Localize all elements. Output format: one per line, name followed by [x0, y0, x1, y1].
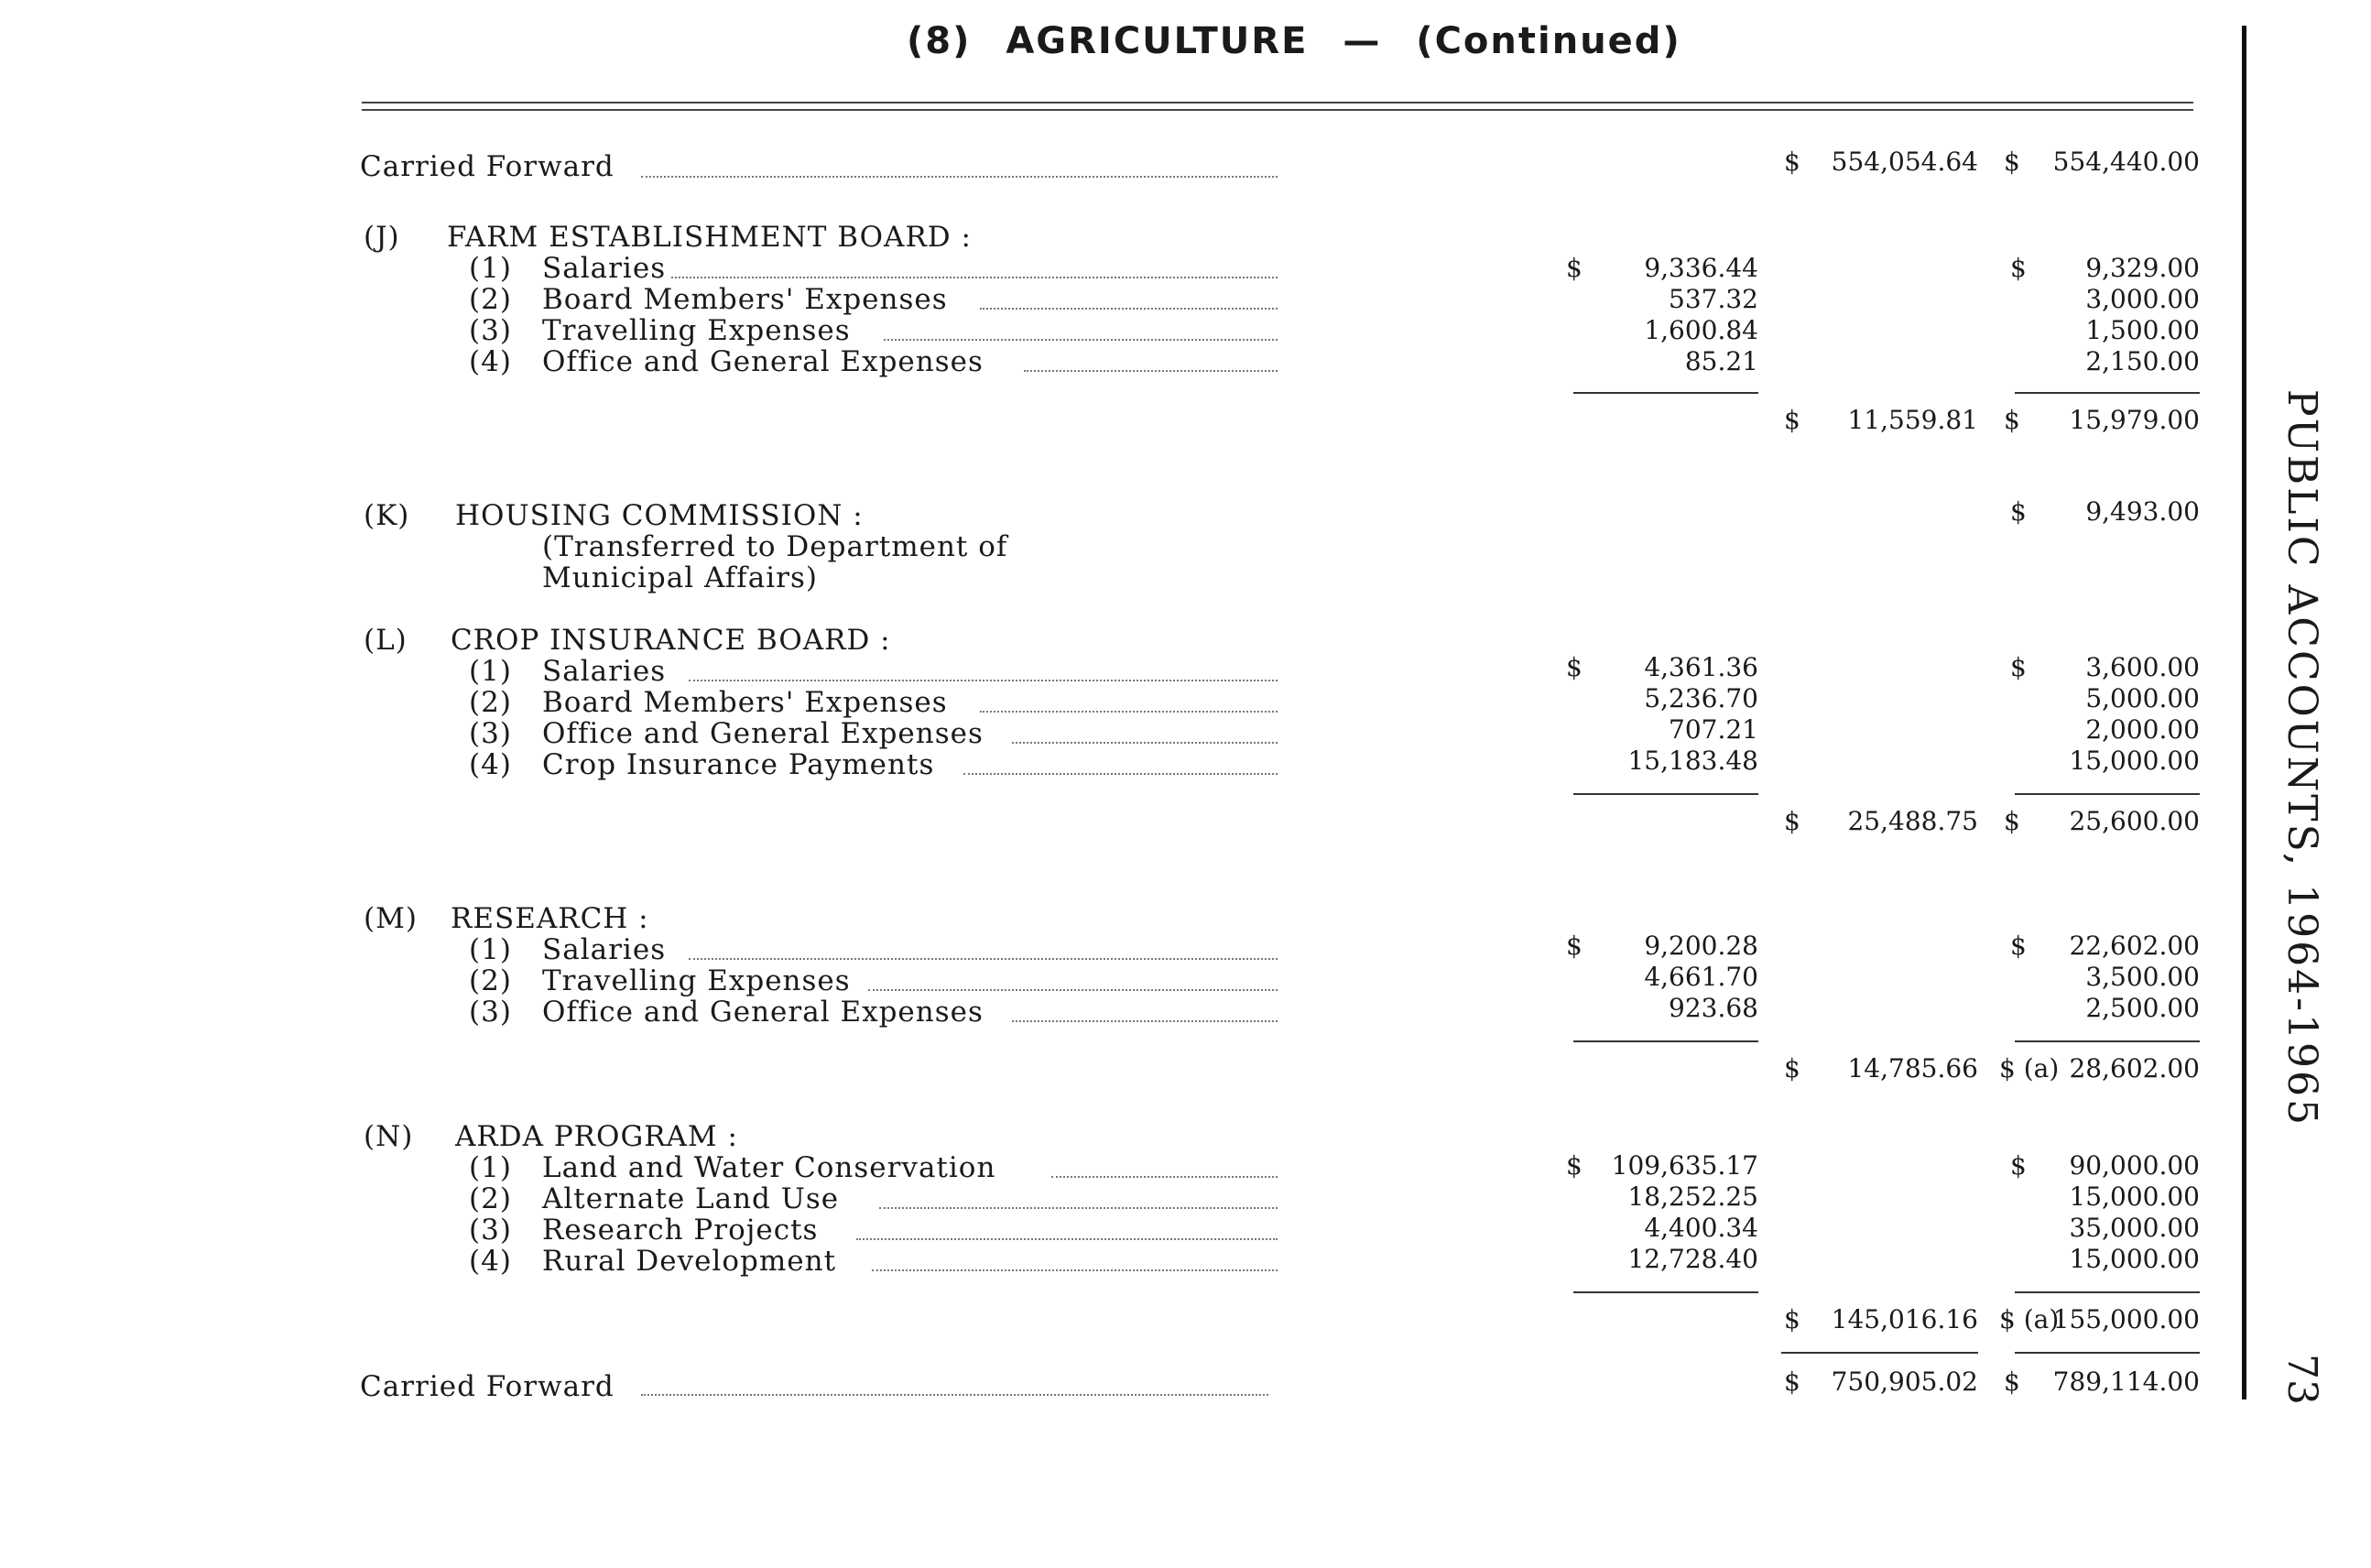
item-number: (2) — [469, 1182, 512, 1215]
item-label: Board Members' Expenses — [542, 283, 948, 316]
item-amount: 923.68 — [1669, 993, 1758, 1023]
item-label: Office and General Expenses — [542, 345, 984, 378]
leader-dots — [856, 1238, 1278, 1240]
section-total: 11,559.81 — [1847, 405, 1978, 435]
item-number: (2) — [469, 964, 512, 997]
currency-sign: $ — [1784, 806, 1800, 836]
item-amount: 85.21 — [1684, 346, 1758, 376]
subtotal-rule — [2015, 1291, 2200, 1293]
carried-forward-estimate: 789,114.00 — [2052, 1367, 2200, 1397]
header-rule-bottom — [362, 109, 2193, 111]
currency-sign: $ — [1784, 1304, 1800, 1334]
total-rule — [1781, 1352, 1978, 1354]
carried-forward-estimate: 554,440.00 — [2052, 147, 2200, 177]
section-letter: (J) — [364, 221, 400, 254]
leader-dots — [980, 308, 1278, 310]
item-amount: 707.21 — [1669, 714, 1758, 745]
section-heading: FARM ESTABLISHMENT BOARD : — [447, 221, 972, 254]
section-total-estimate: 25,600.00 — [2069, 806, 2200, 836]
item-estimate: 35,000.00 — [2069, 1213, 2200, 1243]
section-note: (Transferred to Department of — [542, 530, 1008, 563]
item-number: (1) — [469, 252, 512, 285]
item-amount: 109,635.17 — [1611, 1150, 1758, 1181]
item-label: Office and General Expenses — [542, 717, 984, 750]
header-dash: — — [1343, 20, 1382, 62]
section-letter: (M) — [364, 902, 418, 935]
margin-rule — [2242, 26, 2246, 1399]
leader-dots — [641, 176, 1278, 178]
section-estimate: 9,493.00 — [2085, 496, 2200, 527]
section-heading: CROP INSURANCE BOARD : — [451, 624, 891, 657]
section-number: (8) — [907, 20, 972, 62]
carried-forward-label: Carried Forward — [360, 1370, 615, 1403]
item-amount: 15,183.48 — [1627, 746, 1758, 776]
leader-dots — [671, 277, 1278, 278]
item-estimate: 3,000.00 — [2085, 284, 2200, 314]
currency-sign: $ — [1784, 405, 1800, 435]
item-label: Salaries — [542, 933, 667, 966]
item-number: (1) — [469, 933, 512, 966]
currency-sign: $ — [1566, 652, 1582, 682]
currency-sign: $ — [1784, 1367, 1800, 1397]
item-estimate: 15,000.00 — [2069, 746, 2200, 776]
item-number: (2) — [469, 686, 512, 719]
subtotal-rule — [1573, 1040, 1758, 1042]
section-total: 14,785.66 — [1847, 1053, 1978, 1083]
item-amount: 9,336.44 — [1644, 253, 1758, 283]
section-total-estimate: 15,979.00 — [2069, 405, 2200, 435]
currency-sign: $ — [2010, 1150, 2027, 1181]
carried-forward-total: 554,054.64 — [1831, 147, 1978, 177]
item-number: (3) — [469, 996, 512, 1029]
item-estimate: 3,500.00 — [2085, 962, 2200, 992]
item-estimate: 1,500.00 — [2085, 315, 2200, 345]
item-amount: 12,728.40 — [1627, 1244, 1758, 1274]
page-header — [907, 20, 1685, 62]
currency-sign: $ — [1566, 931, 1582, 961]
item-amount: 4,361.36 — [1644, 652, 1758, 682]
leader-dots — [1012, 1020, 1278, 1022]
subtotal-rule — [1573, 793, 1758, 795]
item-estimate: 15,000.00 — [2069, 1244, 2200, 1274]
header-rule-top — [362, 102, 2193, 103]
item-estimate: 2,150.00 — [2085, 346, 2200, 376]
item-estimate: 3,600.00 — [2085, 652, 2200, 682]
item-amount: 5,236.70 — [1644, 683, 1758, 713]
item-number: (4) — [469, 1245, 512, 1278]
continued-label: (Continued) — [1416, 20, 1681, 62]
page-number: 73 — [2279, 1354, 2325, 1405]
section-total-estimate: 155,000.00 — [2052, 1304, 2200, 1334]
currency-sign: $ — [1784, 147, 1800, 177]
item-amount: 4,400.34 — [1644, 1213, 1758, 1243]
section-heading: HOUSING COMMISSION : — [455, 499, 864, 532]
section-total: 145,016.16 — [1831, 1304, 1978, 1334]
item-label: Salaries — [542, 252, 667, 285]
subtotal-rule — [2015, 392, 2200, 394]
leader-dots — [1051, 1176, 1278, 1178]
currency-sign: $ — [2010, 496, 2027, 527]
item-amount: 18,252.25 — [1627, 1181, 1758, 1212]
item-estimate: 5,000.00 — [2085, 683, 2200, 713]
item-estimate: 2,500.00 — [2085, 993, 2200, 1023]
leader-dots — [980, 711, 1278, 713]
section-title: AGRICULTURE — [1006, 20, 1309, 62]
leader-dots — [872, 1269, 1278, 1271]
item-label: Research Projects — [542, 1214, 819, 1247]
item-number: (2) — [469, 283, 512, 316]
item-number: (3) — [469, 717, 512, 750]
item-estimate: 22,602.00 — [2069, 931, 2200, 961]
item-amount: 9,200.28 — [1644, 931, 1758, 961]
subtotal-rule — [1573, 1291, 1758, 1293]
currency-sign: $ — [2004, 806, 2020, 836]
currency-sign: $ (a) — [1999, 1304, 2060, 1334]
currency-sign: $ — [1566, 253, 1582, 283]
item-label: Travelling Expenses — [542, 964, 851, 997]
item-amount: 537.32 — [1669, 284, 1758, 314]
running-title: PUBLIC ACCOUNTS, 1964-1965 — [2279, 389, 2325, 1127]
leader-dots — [1012, 742, 1278, 744]
leader-dots — [868, 989, 1278, 991]
item-number: (3) — [469, 314, 512, 347]
subtotal-rule — [1573, 392, 1758, 394]
item-label: Office and General Expenses — [542, 996, 984, 1029]
currency-sign: $ — [2010, 253, 2027, 283]
item-number: (3) — [469, 1214, 512, 1247]
item-label: Board Members' Expenses — [542, 686, 948, 719]
item-number: (4) — [469, 748, 512, 781]
leader-dots — [884, 339, 1278, 341]
section-heading: RESEARCH : — [451, 902, 649, 935]
item-estimate: 9,329.00 — [2085, 253, 2200, 283]
currency-sign: $ — [1784, 1053, 1800, 1083]
section-total: 25,488.75 — [1847, 806, 1978, 836]
section-letter: (L) — [364, 624, 408, 657]
total-rule — [2015, 1352, 2200, 1354]
item-number: (4) — [469, 345, 512, 378]
leader-dots — [879, 1207, 1278, 1209]
section-heading: ARDA PROGRAM : — [455, 1120, 738, 1153]
currency-sign: $ — [2004, 147, 2020, 177]
subtotal-rule — [2015, 793, 2200, 795]
item-label: Travelling Expenses — [542, 314, 851, 347]
item-label: Salaries — [542, 655, 667, 688]
section-total-estimate: 28,602.00 — [2069, 1053, 2200, 1083]
leader-dots — [1024, 370, 1278, 372]
currency-sign: $ — [2010, 652, 2027, 682]
currency-sign: $ — [2010, 931, 2027, 961]
item-number: (1) — [469, 655, 512, 688]
item-estimate: 90,000.00 — [2069, 1150, 2200, 1181]
section-letter: (N) — [364, 1120, 414, 1153]
carried-forward-total: 750,905.02 — [1831, 1367, 1978, 1397]
item-label: Crop Insurance Payments — [542, 748, 935, 781]
leader-dots — [689, 680, 1278, 681]
item-label: Rural Development — [542, 1245, 837, 1278]
item-estimate: 15,000.00 — [2069, 1181, 2200, 1212]
subtotal-rule — [2015, 1040, 2200, 1042]
item-amount: 1,600.84 — [1644, 315, 1758, 345]
currency-sign: $ (a) — [1999, 1053, 2060, 1083]
leader-dots — [641, 1394, 1268, 1396]
item-amount: 4,661.70 — [1644, 962, 1758, 992]
section-letter: (K) — [364, 499, 410, 532]
item-estimate: 2,000.00 — [2085, 714, 2200, 745]
carried-forward-label: Carried Forward — [360, 150, 615, 183]
item-label: Land and Water Conservation — [542, 1151, 996, 1184]
item-number: (1) — [469, 1151, 512, 1184]
currency-sign: $ — [2004, 1367, 2020, 1397]
section-note: Municipal Affairs) — [542, 561, 818, 594]
currency-sign: $ — [1566, 1150, 1582, 1181]
currency-sign: $ — [2004, 405, 2020, 435]
leader-dots — [689, 958, 1278, 960]
item-label: Alternate Land Use — [542, 1182, 840, 1215]
leader-dots — [963, 773, 1278, 775]
